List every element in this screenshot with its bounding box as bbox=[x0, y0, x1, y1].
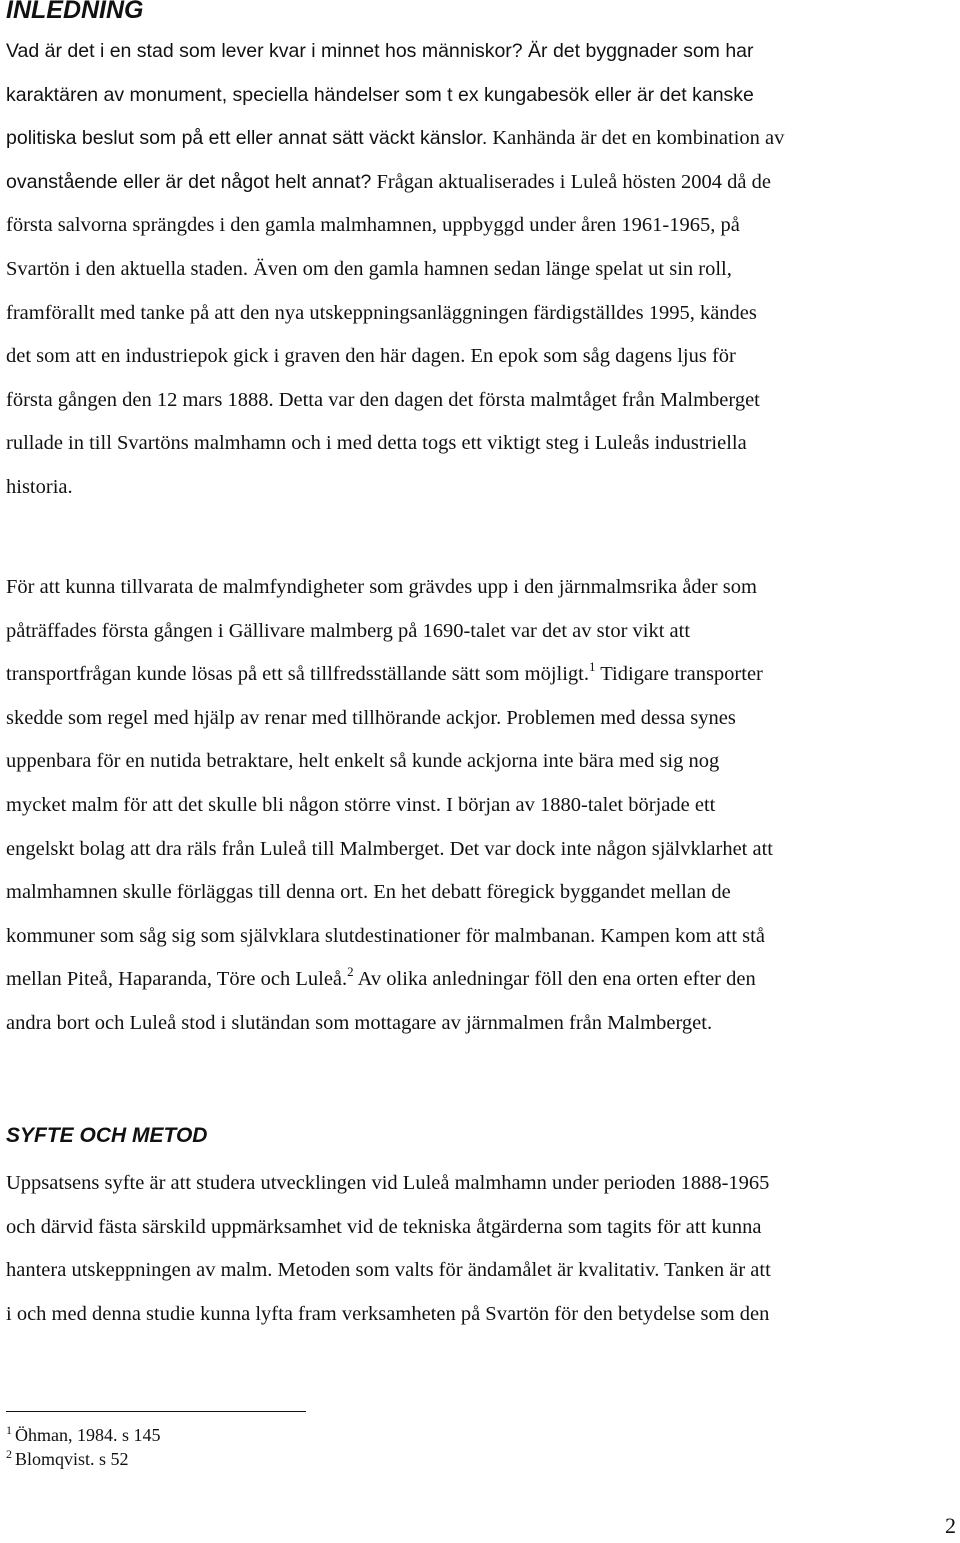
text-line-part: Kanhända är det en kombination av bbox=[487, 127, 785, 150]
footnotes bbox=[6, 1423, 161, 1471]
footnote-text: Blomqvist. s 52 bbox=[15, 1449, 129, 1469]
text-line-part: Även om den gamla hamnen sedan länge spelat ut sin roll, bbox=[247, 257, 732, 280]
footnote-divider bbox=[6, 1411, 306, 1412]
text-line: Vad är det i en stad som lever kvar i minnet hos människor? Är det byggnader som har bbox=[6, 40, 754, 62]
footnote-reference[interactable]: 2 bbox=[347, 964, 354, 980]
text-line-part: transportfrågan kunde lösas på ett så tillfredsställande sätt som möjligt. bbox=[6, 663, 589, 686]
text-line: första salvorna sprängdes i den gamla malmhamnen, uppbyggd under åren 1961-1965, på bbox=[6, 214, 740, 237]
text-line: Uppsatsens syfte är att studera utvecklingen vid Luleå malmhamn under perioden 1888-1965 bbox=[6, 1172, 770, 1194]
paragraph-intro bbox=[6, 30, 956, 510]
text-line: mycket malm för att det skulle bli någon större vinst. I början av 1880-talet började ett bbox=[6, 793, 716, 816]
text-line: framförallt med tanke på att den nya utskeppningsanläggningen färdigställdes 1995, kändes bbox=[6, 301, 757, 324]
text-line-part: Tidigare transporter bbox=[595, 663, 763, 686]
text-line: malmhamnen skulle förläggas till denna ort. En het debatt föregick byggandet mellan de bbox=[6, 881, 731, 904]
text-line: För att kunna tillvarata de malmfyndigheter som grävdes upp i den järnmalmsrika åder som bbox=[6, 576, 757, 598]
paragraph-purpose bbox=[6, 1162, 956, 1336]
footnote bbox=[6, 1447, 161, 1471]
footnote bbox=[6, 1423, 161, 1447]
text-line: skedde som regel med hjälp av renar med tillhörande ackjor. Problemen med dessa synes bbox=[6, 706, 736, 729]
text-line: första gången den 12 mars 1888. Detta var den dagen det första malmtåget från Malmberget bbox=[6, 388, 760, 411]
text-line: och därvid fästa särskild uppmärksamhet vid de tekniska åtgärderna som tagits för att kunna bbox=[6, 1215, 762, 1238]
text-line-part: politiska beslut som på ett eller annat sätt väckt känslor. bbox=[6, 127, 488, 150]
text-line bbox=[6, 117, 956, 161]
text-line-part: Svartön i den aktuella staden. bbox=[6, 257, 248, 280]
text-line: det som att en industriepok gick i graven den här dagen. En epok som såg dagens ljus för bbox=[6, 345, 736, 368]
text-line: hantera utskeppningen av malm. Metoden som valts för ändamålet är kvalitativ. Tanken är att bbox=[6, 1259, 771, 1282]
footnote-number: 2 bbox=[6, 1447, 12, 1461]
text-line: i och med denna studie kunna lyfta fram verksamheten på Svartön för den betydelse som den bbox=[6, 1302, 770, 1325]
text-line: uppenbara för en nutida betraktare, helt enkelt så kunde ackjorna inte bära med sig nog bbox=[6, 750, 720, 773]
text-line bbox=[6, 653, 956, 697]
footnote-number: 1 bbox=[6, 1423, 12, 1437]
text-line-part: Av olika anledningar föll den ena orten efter den bbox=[353, 968, 756, 991]
text-line: andra bort och Luleå stod i slutändan som mottagare av järnmalmen från Malmberget. bbox=[6, 1011, 713, 1034]
text-line: rullade in till Svartöns malmhamn och i med detta togs ett viktigt steg i Luleås industriella bbox=[6, 432, 747, 455]
text-line bbox=[6, 248, 956, 292]
text-line bbox=[6, 161, 956, 205]
text-line bbox=[6, 958, 956, 1002]
text-line-part: mellan Piteå, Haparanda, Töre och Luleå. bbox=[6, 968, 348, 991]
heading-syfte-och-metod: SYFTE OCH METOD bbox=[6, 1124, 208, 1147]
footnote-reference[interactable]: 1 bbox=[588, 659, 596, 675]
paragraph-background bbox=[6, 566, 956, 1046]
footnote-text: Öhman, 1984. s 145 bbox=[15, 1425, 161, 1445]
text-line-part: Frågan aktualiserades i Luleå hösten 2004 då de bbox=[371, 170, 771, 193]
text-line: historia. bbox=[6, 475, 73, 498]
text-line: karaktären av monument, speciella händelser som t ex kungabesök eller är det kanske bbox=[6, 83, 754, 106]
text-line: engelskt bolag att dra räls från Luleå till Malmberget. Det var dock inte någon självklarhet att bbox=[6, 837, 773, 860]
text-line: kommuner som såg sig som självklara slutdestinationer för malmbanan. Kampen kom att stå bbox=[6, 924, 765, 947]
text-line-part: ovanstående eller är det något helt annat? bbox=[6, 170, 372, 193]
text-line: påträffades första gången i Gällivare malmberg på 1690-talet var det av stor vikt att bbox=[6, 619, 691, 642]
page-number: 2 bbox=[945, 1513, 956, 1538]
heading-inledning: INLEDNING bbox=[6, 0, 144, 24]
